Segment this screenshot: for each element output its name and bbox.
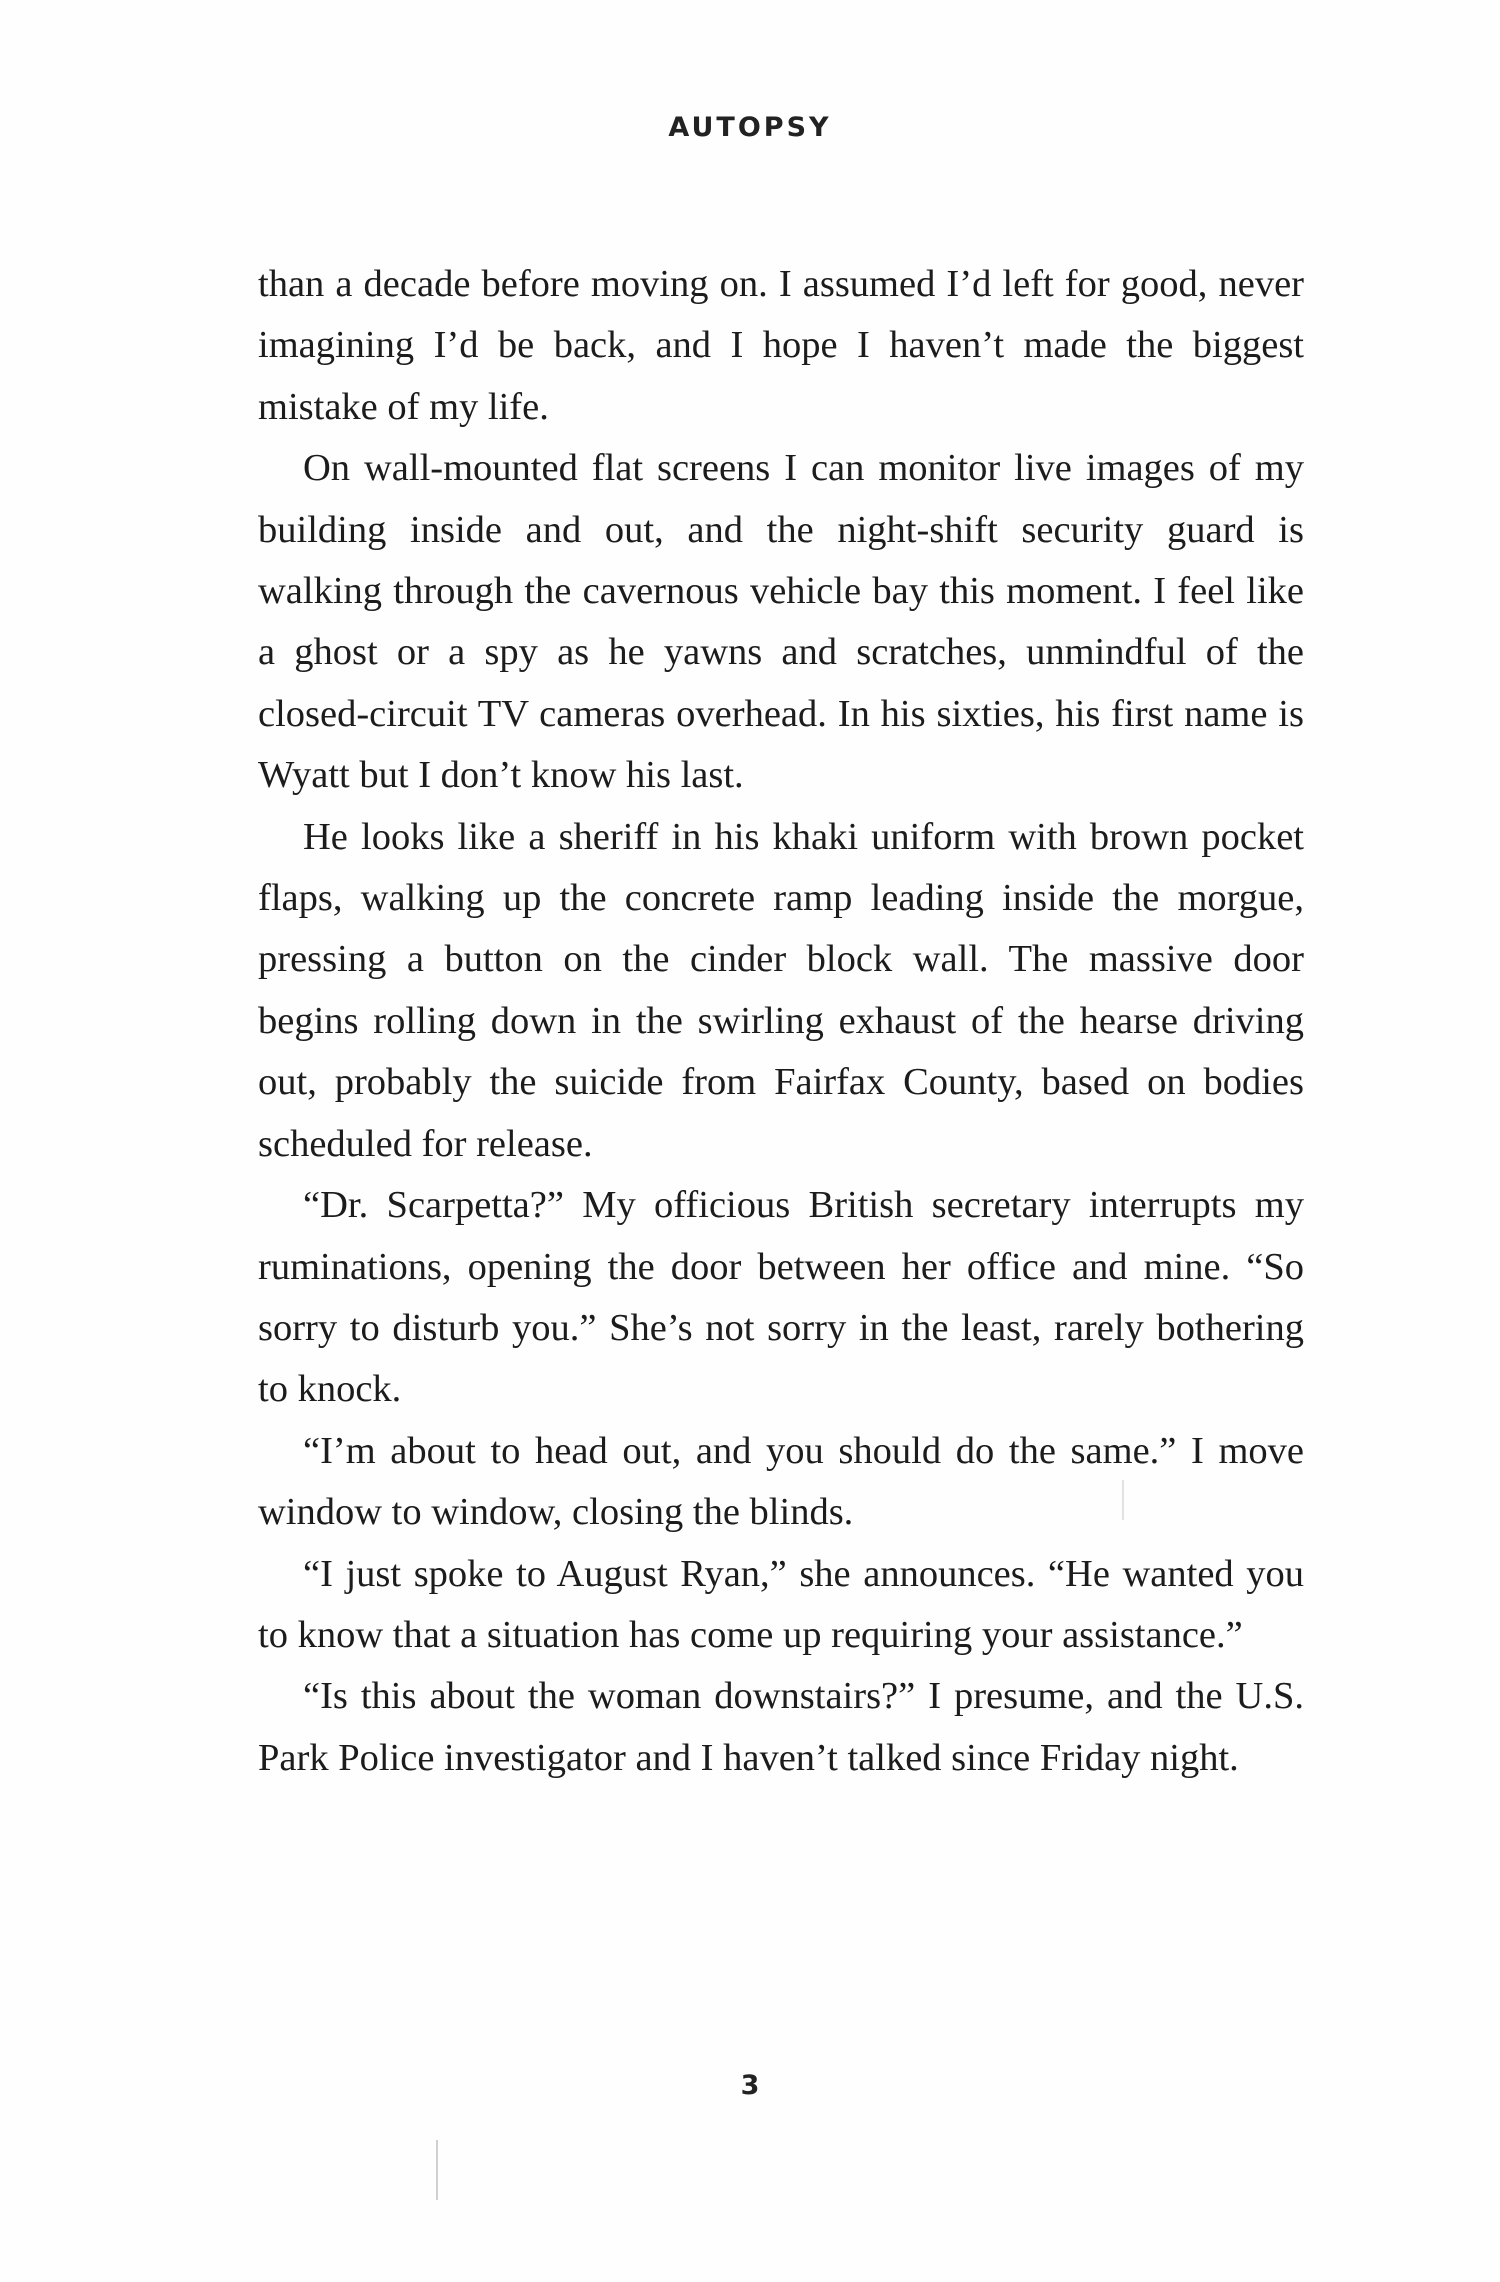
paragraph-6: “I just spoke to August Ryan,” she announces. “He wanted you to know that a situation has come up requiring your assistance.” bbox=[258, 1552, 1304, 1656]
page-number: 3 bbox=[740, 2070, 760, 2101]
paragraph-1: than a decade before moving on. I assumed I’d left for good, never imagining I’d be back, and I hope I haven’t made the biggest mistake of my life. bbox=[258, 263, 1304, 428]
paragraph-3: He looks like a sheriff in his khaki uniform with brown pocket flaps, walking up the concrete ramp leading inside the morgue, pressing a button on the cinder block wall. The massive door begins rolling down in the swirling exhaust of the hearse driving out, probably the suicide from Fairfax County, based on bodies scheduled for release. bbox=[258, 815, 1304, 1165]
paragraph-5: “I’m about to head out, and you should do the same.” I move window to window, closing the blinds. bbox=[258, 1429, 1304, 1534]
paragraph-7: “Is this about the woman downstairs?” I presume, and the U.S. Park Police investigator and I haven’t talked since Friday night. bbox=[258, 1675, 1304, 1779]
scan-artifact-line bbox=[1122, 1480, 1124, 1520]
body-text bbox=[258, 254, 1304, 1789]
scan-artifact-line bbox=[436, 2140, 438, 2200]
paragraph-4: “Dr. Scarpetta?” My officious British secretary interrupts my ruminations, opening the door between her office and mine. “So sorry to disturb you.” She’s not sorry in the least, rarely bothering to knock. bbox=[258, 1184, 1304, 1411]
paragraph-2: On wall-mounted flat screens I can monitor live images of my building inside and out, and the night-shift security guard is walking through the cavernous vehicle bay this moment. I feel like a ghost or a spy as he yawns and scratches, unmindful of the closed-circuit TV cameras overhead. In his sixties, his first name is Wyatt but I don’t know his last. bbox=[258, 447, 1304, 797]
running-head: AUTOPSY bbox=[668, 112, 832, 143]
